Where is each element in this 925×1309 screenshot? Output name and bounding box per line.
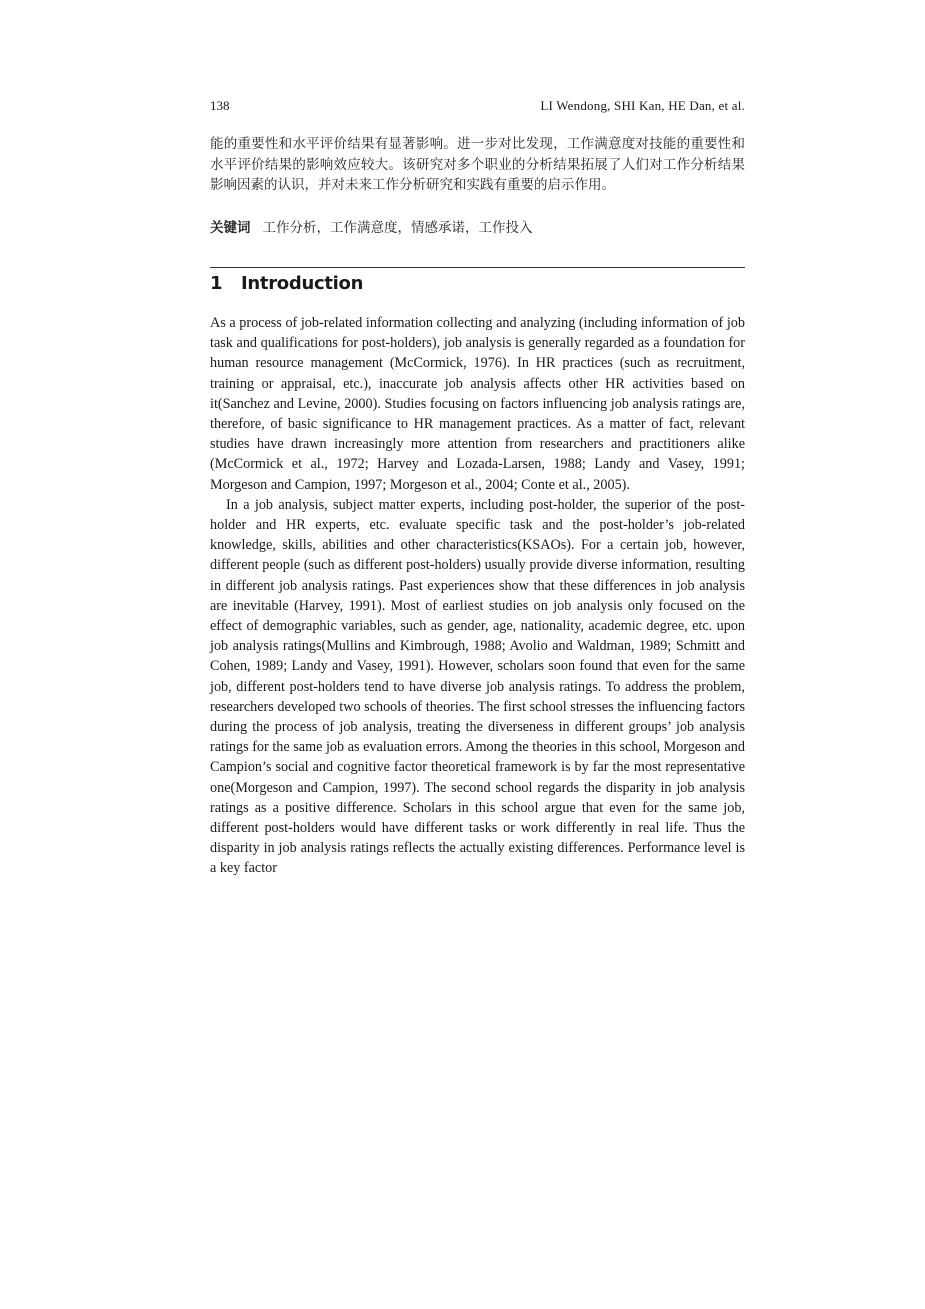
section-heading: [210, 272, 745, 296]
keywords: [210, 218, 745, 238]
body-text: [210, 313, 745, 879]
section-number: 1: [210, 273, 223, 294]
running-head-authors: LI Wendong, SHI Kan, HE Dan, et al.: [540, 98, 745, 113]
keywords-label: 关键词: [210, 220, 251, 236]
section-divider: [210, 267, 745, 268]
paragraph: In a job analysis, subject matter experts, including post-holder, the superior of the post-holder and HR experts, etc. evaluate specific task and the post-holder’s job-related knowledge, skills, abilities and other characteristics(KSAOs). For a certain job, however, different people (such as different post-holders) usually provide diverse information, resulting in different job analysis ratings. Past experiences show that these differences in job analysis are inevitable (Harvey, 1991). Most of earliest studies on job analysis only focused on the effect of demographic variables, such as gender, age, nationality, academic degree, etc. upon job analysis ratings(Mullins and Kimbrough, 1988; Avolio and Waldman, 1989; Schmitt and Cohen, 1989; Landy and Vasey, 1991). However, scholars soon found that even for the same job, different post-holders tend to have diverse job analysis ratings. To address the problem, researchers developed two schools of theories. The first school stresses the influencing factors during the process of job analysis, treating the diverseness in different groups’ job analysis ratings for the same job as evaluation errors. Among the theories in this school, Morgeson and Campion’s social and cognitive factor theoretical framework is by far the most representative one(Morgeson and Campion, 1997). The second school regards the disparity in job analysis ratings as a positive difference. Scholars in this school argue that even for the same job, different post-holders would have different tasks or work differently in real life. Thus the disparity in job analysis ratings reflects the actually existing differences. Performance level is a key factor: [210, 496, 745, 877]
chinese-abstract-continuation: 能的重要性和水平评价结果有显著影响。进一步对比发现，工作满意度对技能的重要性和水平评价结果的影响效应较大。该研究对多个职业的分析结果拓展了人们对工作分析结果影响因素的认识，并对未来工作分析研究和实践有重要的启示作用。: [210, 136, 745, 193]
keywords-text: 工作分析，工作满意度，情感承诺，工作投入: [262, 220, 533, 236]
paragraph: As a process of job-related information collecting and analyzing (including information of job task and qualifications for post-holders), job analysis is generally regarded as a foundation for human resource management (McCormick, 1976). In HR practices (such as recruitment, training or appraisal, etc.), inaccurate job analysis affects other HR activities based on it(Sanchez and Levine, 2000). Studies focusing on factors influencing job analysis ratings are, therefore, of basic significance to HR management practices. As a matter of fact, relevant studies have drawn increasingly more attention from researchers and practitioners alike (McCormick et al., 1972; Harvey and Lozada-Larsen, 1988; Landy and Vasey, 1991; Morgeson and Campion, 1997; Morgeson et al., 2004; Conte et al., 2005).: [210, 315, 745, 493]
section-title: Introduction: [241, 273, 364, 294]
page-number: 138: [210, 98, 230, 113]
